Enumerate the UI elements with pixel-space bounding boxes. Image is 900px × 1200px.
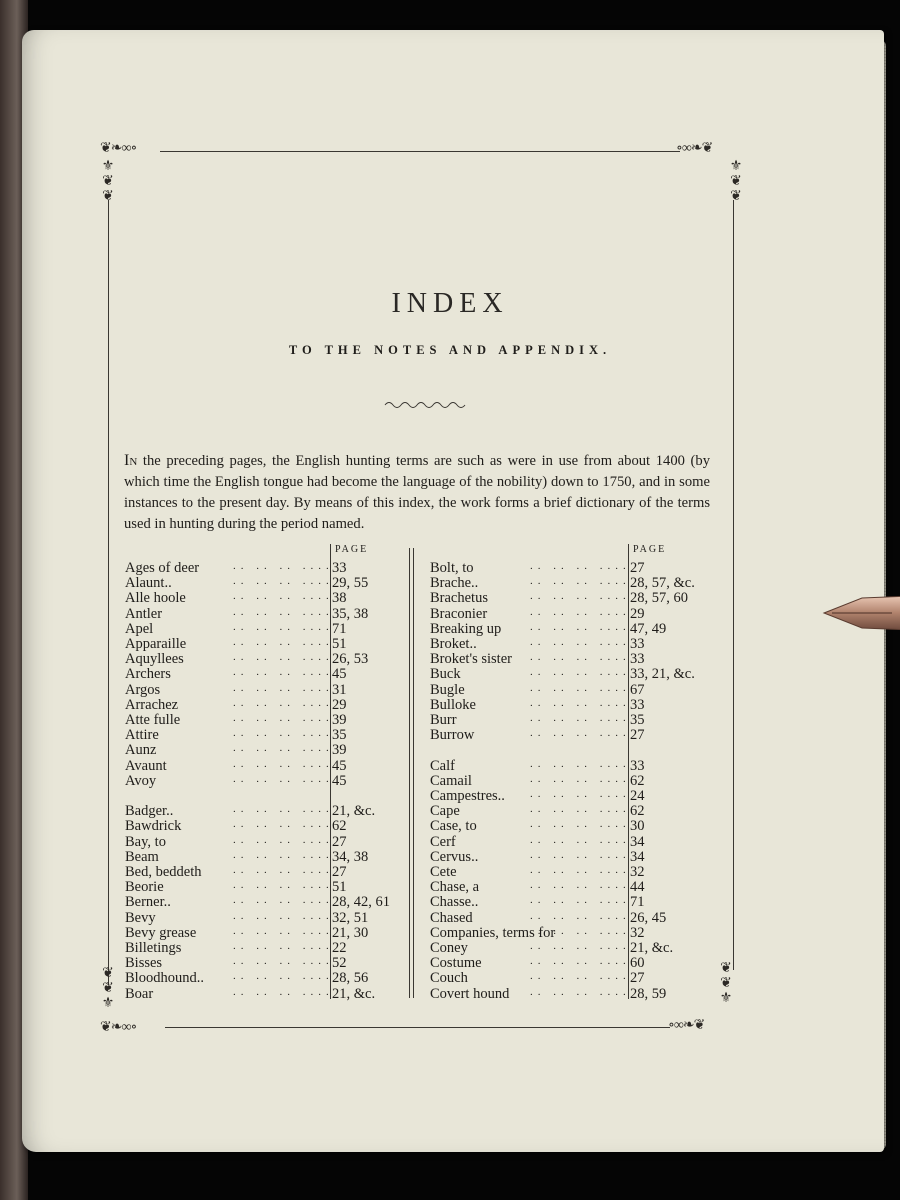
index-page-ref: 31 [332, 681, 347, 698]
index-term: Bisses [125, 955, 163, 972]
index-page-ref: 30 [630, 818, 645, 835]
dot-leader: .. .. .. .... [530, 924, 631, 937]
index-term: Cerf [430, 833, 456, 850]
index-page-ref: 33 [630, 696, 645, 713]
column-divider-1 [409, 548, 410, 998]
index-page-ref: 62 [332, 818, 347, 835]
index-term: Broket's sister [430, 651, 512, 668]
index-term: Bugle [430, 681, 465, 698]
index-page-ref: 28, 57, &c. [630, 575, 695, 592]
index-page-ref: 33 [630, 636, 645, 652]
page-title: INDEX [391, 288, 509, 319]
index-page-ref: 38 [332, 590, 347, 607]
dot-leader: .. .. .. .... [233, 560, 334, 572]
dot-leader: .. .. .. .... [233, 651, 334, 664]
index-term: Bevy [125, 909, 156, 926]
index-page-ref: 21, &c. [630, 940, 674, 956]
index-page-ref: 62 [630, 772, 645, 789]
index-term: Bed, beddeth [125, 864, 202, 880]
index-term: Chase, a [430, 879, 480, 896]
index-page-ref: 27 [630, 970, 645, 987]
index-term: Burr [430, 712, 457, 728]
index-entry [430, 987, 700, 1002]
index-term: Atte fulle [125, 712, 181, 728]
dot-leader: .. .. .. .... [233, 636, 334, 648]
index-page-ref: 39 [332, 712, 347, 728]
page-header-left: PAGE [335, 544, 369, 555]
index-term: Costume [430, 955, 482, 972]
corner-ornament-bottom-left-vertical: ❦❦⚜ [100, 965, 115, 1010]
index-page-ref: 29 [332, 696, 347, 713]
dot-leader: .. .. .. .... [233, 894, 334, 907]
index-page-ref: 71 [630, 894, 645, 911]
dot-leader: .. .. .. .... [233, 833, 334, 846]
index-term: Couch [430, 970, 468, 987]
dot-leader: .. .. .. .... [233, 620, 334, 633]
index-term: Apparaille [125, 636, 187, 652]
index-page-ref: 47, 49 [630, 620, 667, 637]
index-page-ref: 32 [630, 864, 645, 880]
dot-leader: .. .. .. .... [530, 864, 631, 876]
index-term: Archers [125, 666, 171, 683]
index-entry [125, 774, 402, 789]
index-term: Brachetus [430, 590, 488, 607]
dot-leader: .. .. .. .... [530, 757, 631, 770]
index-term: Cete [430, 864, 457, 880]
index-term: Case, to [430, 818, 477, 835]
index-page-ref: 60 [630, 955, 645, 972]
dot-leader: .. .. .. .... [530, 575, 631, 588]
index-page-ref: 26, 53 [332, 651, 369, 668]
index-page-ref: 33 [630, 651, 645, 668]
corner-ornament-bottom-right: ∘∞❧❦ [668, 1018, 705, 1033]
pen-nib [822, 592, 900, 634]
dot-leader: .. .. .. .... [233, 727, 334, 740]
dot-leader: .. .. .. .... [530, 848, 631, 861]
dot-leader: .. .. .. .... [530, 590, 631, 603]
index-term: Covert hound [430, 985, 510, 1002]
dot-leader: .. .. .. .... [530, 636, 631, 648]
dot-leader: .. .. .. .... [530, 681, 631, 694]
index-term: Cape [430, 803, 460, 820]
index-term: Attire [125, 727, 159, 744]
index-page-ref: 32, 51 [332, 909, 369, 926]
dot-leader: .. .. .. .... [233, 970, 334, 983]
dot-leader: .. .. .. .... [530, 970, 631, 983]
dot-leader: .. .. .. .... [233, 666, 334, 679]
index-term: Broket.. [430, 636, 477, 652]
dot-leader: .. .. .. .... [530, 894, 631, 907]
dot-leader: .. .. .. .... [233, 575, 334, 588]
index-term: Bulloke [430, 696, 476, 713]
index-term: Alaunt.. [125, 575, 172, 592]
dot-leader: .. .. .. .... [530, 909, 631, 922]
index-term: Badger.. [125, 803, 174, 820]
dot-leader: .. .. .. .... [233, 818, 334, 831]
page-header-right: PAGE [633, 544, 667, 555]
dot-leader: .. .. .. .... [233, 696, 334, 709]
index-term: Billetings [125, 940, 182, 956]
index-term: Chased [430, 909, 473, 926]
index-page-ref: 26, 45 [630, 909, 667, 926]
index-page-ref: 51 [332, 636, 347, 652]
index-page-ref: 27 [332, 864, 347, 880]
index-term: Campestres.. [430, 788, 505, 804]
index-page-ref: 67 [630, 681, 645, 698]
corner-ornament-top-right: ∘∞❧❦ [676, 141, 713, 156]
dot-leader: .. .. .. .... [530, 727, 631, 740]
dot-leader: .. .. .. .... [530, 620, 631, 633]
index-page-ref: 28, 57, 60 [630, 590, 688, 607]
dot-leader: .. .. .. .... [530, 651, 631, 664]
index-entry [430, 728, 700, 743]
index-entry [125, 987, 402, 1002]
index-page-ref: 28, 59 [630, 985, 667, 1002]
dot-leader: .. .. .. .... [233, 681, 334, 694]
index-term: Burrow [430, 727, 475, 744]
index-page-ref: 45 [332, 666, 347, 683]
dot-leader: .. .. .. .... [530, 666, 631, 679]
index-term: Argos [125, 681, 161, 698]
corner-ornament-top-left: ❦❧∞∘ [100, 141, 137, 156]
dot-leader: .. .. .. .... [233, 924, 334, 937]
index-page-ref: 45 [332, 757, 347, 774]
dot-leader: .. .. .. .... [233, 605, 334, 618]
index-term: Brache.. [430, 575, 479, 592]
index-page-ref: 35 [630, 712, 645, 728]
dot-leader: .. .. .. .... [233, 772, 334, 785]
index-term: Coney [430, 940, 468, 956]
corner-ornament-top-right-vertical: ⚜❦❦ [728, 158, 743, 203]
dot-leader: .. .. .. .... [233, 848, 334, 861]
index-page-ref: 71 [332, 620, 347, 637]
index-page-ref: 51 [332, 879, 347, 896]
dot-leader: .. .. .. .... [530, 788, 631, 800]
index-page-ref: 33, 21, &c. [630, 666, 695, 683]
index-page-ref: 33 [630, 757, 645, 774]
index-term: Bawdrick [125, 818, 182, 835]
dot-leader: .. .. .. .... [530, 803, 631, 816]
index-term: Aunz [125, 742, 157, 759]
index-page-ref: 34 [630, 848, 645, 865]
index-page-ref: 22 [332, 940, 347, 956]
index-term: Beorie [125, 879, 164, 896]
index-term: Camail [430, 772, 472, 789]
index-term: Bay, to [125, 833, 166, 850]
index-page-ref: 21, &c. [332, 803, 376, 820]
index-term: Beam [125, 848, 159, 865]
index-term: Boar [125, 985, 154, 1002]
dot-leader: .. .. .. .... [233, 803, 334, 816]
index-page-ref: 28, 56 [332, 970, 369, 987]
index-page-ref: 27 [630, 727, 645, 744]
intro-paragraph [124, 450, 710, 535]
index-page-ref: 24 [630, 788, 645, 804]
dot-leader: .. .. .. .... [530, 696, 631, 709]
dot-leader: .. .. .. .... [233, 985, 334, 998]
index-page-ref: 28, 42, 61 [332, 894, 390, 911]
dot-leader: .. .. .. .... [530, 818, 631, 831]
dot-leader: .. .. .. .... [530, 955, 631, 968]
index-term: Companies, terms for [430, 924, 556, 941]
index-term: Aquyllees [125, 651, 184, 668]
ornamental-squiggle [383, 399, 467, 409]
index-term: Avaunt [125, 757, 167, 774]
dot-leader: .. .. .. .... [530, 879, 631, 892]
index-term: Avoy [125, 772, 157, 789]
page-subtitle: TO THE NOTES AND APPENDIX. [288, 343, 612, 357]
index-page-ref: 21, &c. [332, 985, 376, 1002]
index-term: Braconier [430, 605, 488, 622]
index-page-ref: 52 [332, 955, 347, 972]
index-page-ref: 29, 55 [332, 575, 369, 592]
index-page-ref: 35 [332, 727, 347, 744]
dot-leader: .. .. .. .... [233, 757, 334, 770]
index-term: Arrachez [125, 696, 179, 713]
dot-leader: .. .. .. .... [233, 909, 334, 922]
dot-leader: .. .. .. .... [530, 712, 631, 724]
intro-text: the preceding pages, the English hunting terms are such as were in use from about 1400 (by which time the English tongue had become the language of the nobility) down to 1750, and in some instances to the present day. By means of this index, the work forms a brief dictionary of the terms used in hunting during the period named. [124, 453, 710, 532]
index-term: Bloodhound.. [125, 970, 204, 987]
index-term: Breaking up [430, 620, 502, 637]
dot-leader: .. .. .. .... [530, 833, 631, 846]
dot-leader: .. .. .. .... [233, 712, 334, 724]
intro-lead: In [124, 452, 138, 469]
dot-leader: .. .. .. .... [233, 940, 334, 952]
index-page-ref: 29 [630, 605, 645, 622]
index-term: Alle hoole [125, 590, 186, 607]
dot-leader: .. .. .. .... [233, 864, 334, 876]
index-term: Berner.. [125, 894, 171, 911]
dot-leader: .. .. .. .... [233, 955, 334, 968]
index-page-ref: 62 [630, 803, 645, 820]
column-divider-2 [413, 548, 414, 998]
dot-leader: .. .. .. .... [530, 772, 631, 785]
dot-leader: .. .. .. .... [233, 879, 334, 892]
index-term: Chasse.. [430, 894, 479, 911]
index-page-ref: 34, 38 [332, 848, 369, 865]
index-page-ref: 45 [332, 772, 347, 789]
index-page-ref: 27 [332, 833, 347, 850]
index-page-ref: 33 [332, 560, 347, 576]
index-page-ref: 21, 30 [332, 924, 369, 941]
index-page-ref: 34 [630, 833, 645, 850]
index-page-ref: 27 [630, 560, 645, 576]
index-term: Apel [125, 620, 154, 637]
index-term: Buck [430, 666, 461, 683]
dot-leader: .. .. .. .... [530, 985, 631, 998]
dot-leader: .. .. .. .... [233, 590, 334, 603]
index-term: Bevy grease [125, 924, 197, 941]
index-page-ref: 39 [332, 742, 347, 759]
index-page-ref: 44 [630, 879, 645, 896]
dot-leader: .. .. .. .... [530, 560, 631, 572]
dot-leader: .. .. .. .... [530, 605, 631, 618]
index-term: Antler [125, 605, 163, 622]
index-term: Ages of deer [125, 560, 200, 576]
dot-leader: .. .. .. .... [530, 940, 631, 952]
corner-ornament-top-left-vertical: ⚜❦❦ [100, 158, 115, 203]
corner-ornament-bottom-left: ❦❧∞∘ [100, 1020, 137, 1035]
dot-leader: .. .. .. .... [233, 742, 334, 755]
corner-ornament-bottom-right-vertical: ❦❦⚜ [718, 960, 733, 1005]
index-page-ref: 32 [630, 924, 645, 941]
index-term: Calf [430, 757, 455, 774]
index-page-ref: 35, 38 [332, 605, 369, 622]
index-term: Bolt, to [430, 560, 474, 576]
index-term: Cervus.. [430, 848, 479, 865]
